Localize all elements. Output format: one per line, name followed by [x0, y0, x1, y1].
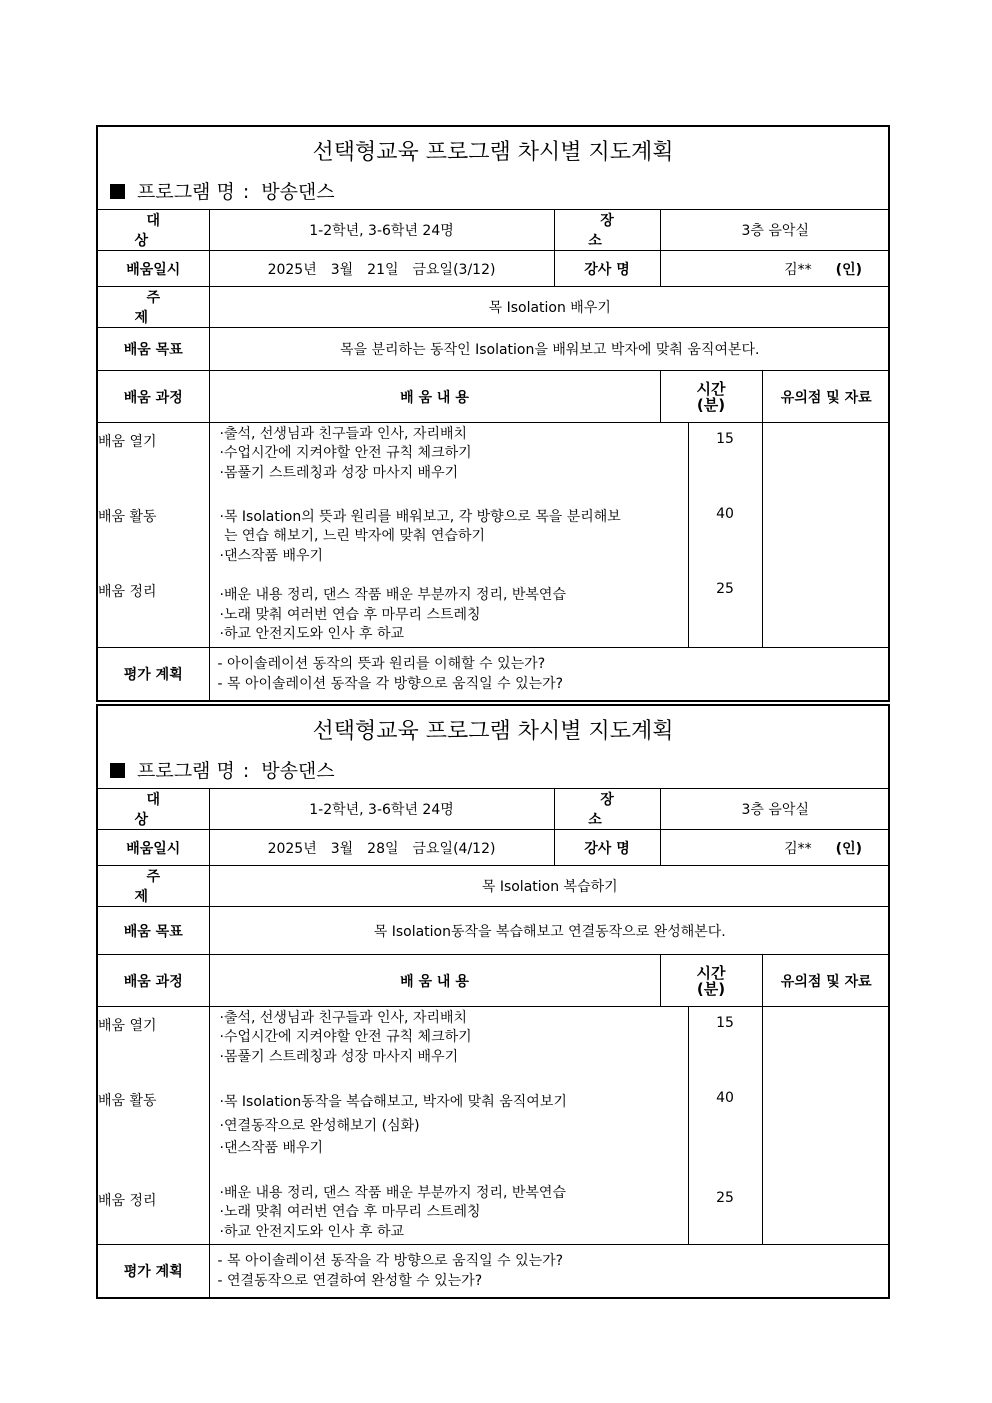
evaluation-item: - 목 아이솔레이션 동작을 각 방향으로 움직일 수 있는가? — [217, 675, 564, 692]
stage-open: 배움 열기 — [98, 1018, 157, 1034]
place-label: 장 소 — [554, 789, 660, 830]
time-header: 시간 (분) — [660, 371, 762, 423]
instructor-value: 김** (인) — [660, 830, 890, 866]
evaluation-cell — [209, 648, 890, 700]
content-header: 배 움 내 용 — [209, 955, 660, 1007]
evaluation-cell — [209, 1245, 890, 1297]
content-line: ·출석, 선생님과 친구들과 인사, 자리배치 — [219, 1010, 468, 1026]
time-column — [688, 1007, 762, 1245]
content-line: ·배운 내용 정리, 댄스 작품 배운 부분까지 정리, 반복연습 — [219, 1185, 566, 1201]
goal-label: 배움 목표 — [98, 907, 209, 955]
place-value: 3층 음악실 — [660, 789, 890, 830]
stage-close: 배움 정리 — [98, 1193, 157, 1209]
program-name: 방송댄스 — [261, 181, 335, 203]
time-header: 시간 (분) — [660, 955, 762, 1007]
instructor-label: 강사 명 — [554, 251, 660, 287]
content-header: 배 움 내 용 — [209, 371, 660, 423]
program-name: 방송댄스 — [261, 760, 335, 782]
evaluation-item: - 연결동작으로 연결하여 완성할 수 있는가? — [217, 1272, 483, 1289]
evaluation-label: 평가 계획 — [98, 1245, 209, 1297]
program-line: 프로그램 명 : 방송댄스 — [110, 756, 335, 783]
program-line: 프로그램 명 : 방송댄스 — [110, 177, 335, 204]
content-line: ·수업시간에 지켜야할 안전 규칙 체크하기 — [219, 445, 472, 461]
place-label: 장 소 — [554, 210, 660, 251]
goal-value: 목을 분리하는 동작인 Isolation을 배워보고 박자에 맞춰 움직여본다. — [209, 328, 890, 371]
date-value: 2025년 3월 21일 금요일(3/12) — [209, 251, 554, 287]
program-label: 프로그램 명 — [137, 760, 235, 782]
topic-label: 주 제 — [98, 866, 209, 907]
process-header: 배움 과정 — [98, 371, 209, 423]
square-bullet-icon — [110, 184, 125, 199]
lesson-plan-1 — [96, 125, 890, 702]
seal-mark: (인) — [835, 840, 862, 857]
seal-mark: (인) — [835, 261, 862, 278]
plan-title: 선택형교육 프로그램 차시별 지도계획 — [312, 140, 674, 165]
stage-open: 배움 열기 — [98, 434, 157, 450]
stage-close: 배움 정리 — [98, 584, 157, 600]
plan-header — [98, 127, 888, 210]
process-header: 배움 과정 — [98, 955, 209, 1007]
square-bullet-icon — [110, 763, 125, 778]
target-label: 대 상 — [98, 210, 209, 251]
content-line: 는 연습 해보기, 느린 박자에 맞춰 연습하기 — [219, 528, 486, 544]
plan-table — [98, 789, 890, 1297]
notes-cell — [762, 423, 890, 648]
content-line: ·댄스작품 배우기 — [219, 548, 324, 564]
content-line: ·목 Isolation의 뜻과 원리를 배워보고, 각 방향으로 목을 분리해보 — [219, 509, 621, 525]
place-value: 3층 음악실 — [660, 210, 890, 251]
time-open: 15 — [716, 1015, 734, 1031]
plan-header — [98, 706, 888, 789]
content-line: ·몸풀기 스트레칭과 성장 마사지 배우기 — [219, 465, 459, 481]
plan-table — [98, 210, 890, 700]
stage-activity: 배움 활동 — [98, 509, 157, 525]
stage-column — [98, 423, 209, 648]
target-value: 1-2학년, 3-6학년 24명 — [209, 210, 554, 251]
content-line: ·몸풀기 스트레칭과 성장 마사지 배우기 — [219, 1049, 459, 1065]
content-line: ·댄스작품 배우기 — [219, 1140, 324, 1156]
date-label: 배움일시 — [98, 251, 209, 287]
content-cell — [209, 423, 688, 648]
date-label: 배움일시 — [98, 830, 209, 866]
time-close: 25 — [716, 1190, 734, 1206]
content-line: ·출석, 선생님과 친구들과 인사, 자리배치 — [219, 426, 468, 442]
topic-value: 목 Isolation 배우기 — [209, 287, 890, 328]
instructor-value: 김** (인) — [660, 251, 890, 287]
content-line: ·수업시간에 지켜야할 안전 규칙 체크하기 — [219, 1029, 472, 1045]
target-value: 1-2학년, 3-6학년 24명 — [209, 789, 554, 830]
content-line: ·하교 안전지도와 인사 후 하교 — [219, 626, 405, 642]
evaluation-label: 평가 계획 — [98, 648, 209, 700]
content-line: ·연결동작으로 완성해보기 (심화) — [219, 1118, 420, 1134]
content-line: ·노래 맞춰 여러번 연습 후 마무리 스트레칭 — [219, 607, 481, 623]
topic-value: 목 Isolation 복습하기 — [209, 866, 890, 907]
notes-cell — [762, 1007, 890, 1245]
stage-column — [98, 1007, 209, 1245]
lesson-plan-2 — [96, 704, 890, 1299]
time-activity: 40 — [716, 1090, 734, 1106]
goal-label: 배움 목표 — [98, 328, 209, 371]
goal-value: 목 Isolation동작을 복습해보고 연결동작으로 완성해본다. — [209, 907, 890, 955]
evaluation-item: - 목 아이솔레이션 동작을 각 방향으로 움직일 수 있는가? — [217, 1252, 564, 1269]
instructor-label: 강사 명 — [554, 830, 660, 866]
notes-header: 유의점 및 자료 — [762, 955, 890, 1007]
date-value: 2025년 3월 28일 금요일(4/12) — [209, 830, 554, 866]
target-label: 대 상 — [98, 789, 209, 830]
time-column — [688, 423, 762, 648]
time-open: 15 — [716, 431, 734, 447]
stage-activity: 배움 활동 — [98, 1093, 157, 1109]
time-close: 25 — [716, 581, 734, 597]
content-cell — [209, 1007, 688, 1245]
content-line: ·노래 맞춰 여러번 연습 후 마무리 스트레칭 — [219, 1204, 481, 1220]
time-activity: 40 — [716, 506, 734, 522]
program-label: 프로그램 명 — [137, 181, 235, 203]
notes-header: 유의점 및 자료 — [762, 371, 890, 423]
evaluation-item: - 아이솔레이션 동작의 뜻과 원리를 이해할 수 있는가? — [217, 655, 546, 672]
content-line: ·하교 안전지도와 인사 후 하교 — [219, 1224, 405, 1240]
topic-label: 주 제 — [98, 287, 209, 328]
content-line: ·배운 내용 정리, 댄스 작품 배운 부분까지 정리, 반복연습 — [219, 587, 566, 603]
plan-title: 선택형교육 프로그램 차시별 지도계획 — [312, 719, 674, 744]
content-line: ·목 Isolation동작을 복습해보고, 박자에 맞춰 움직여보기 — [219, 1094, 567, 1110]
